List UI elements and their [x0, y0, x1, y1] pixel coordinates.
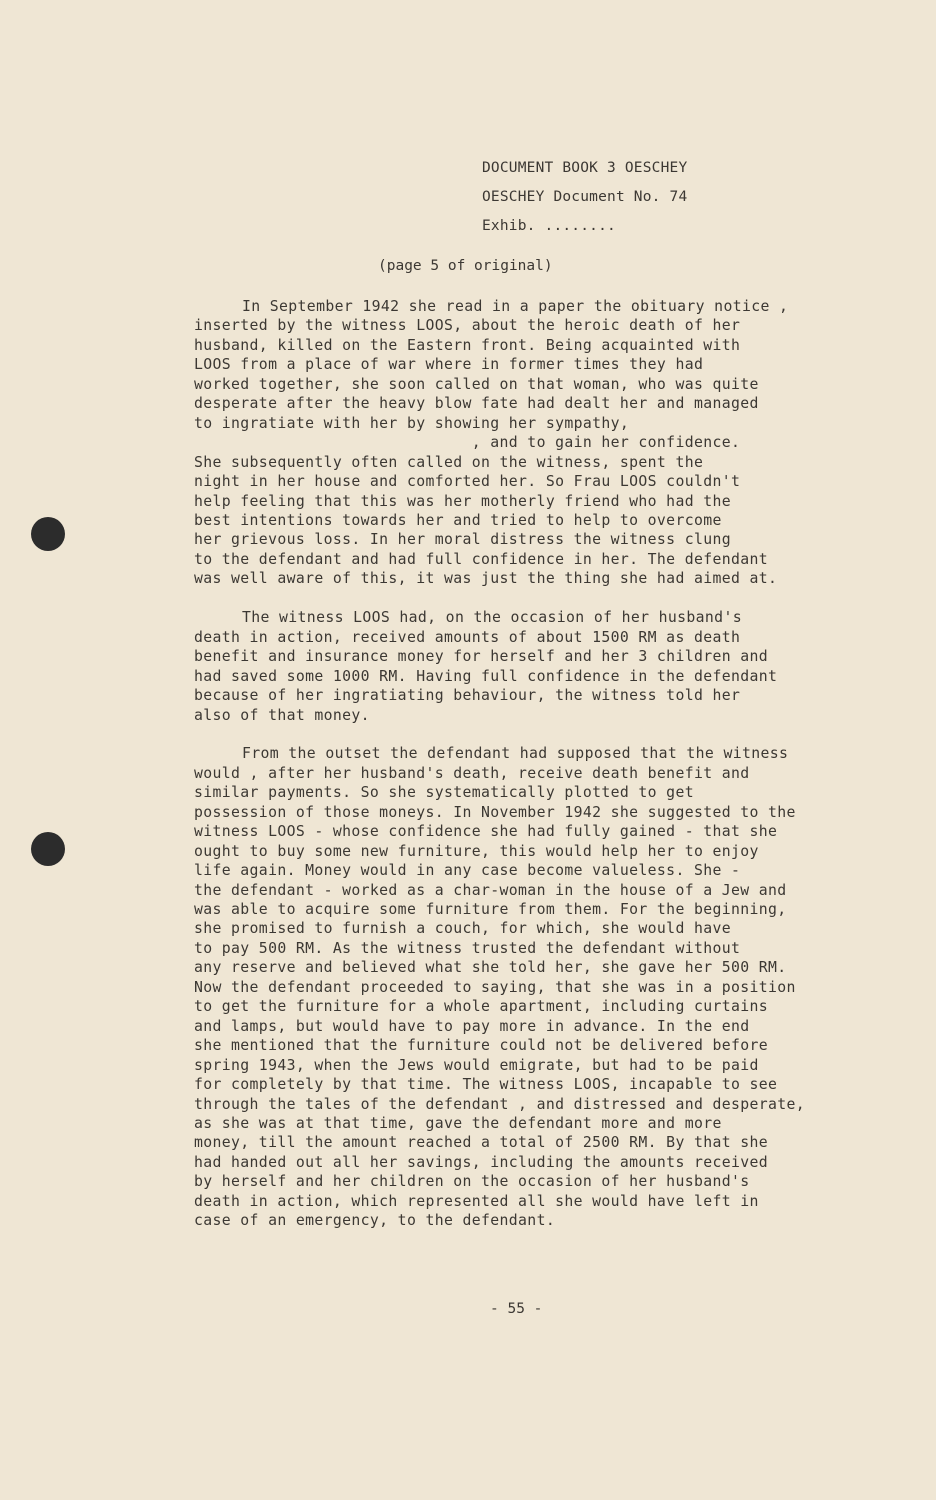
- text-line: to get the furniture for a whole apartment, including curtains: [194, 998, 769, 1016]
- text-line: death in action, which represented all she would have left in: [194, 1192, 759, 1210]
- text-line: was able to acquire some furniture from them. For the beginning,: [194, 901, 787, 919]
- punch-hole-top: [31, 517, 65, 551]
- text-line: to ingratiate with her by showing her sympathy,: [194, 414, 630, 432]
- text-line: similar payments. So she systematically plotted to get: [194, 784, 694, 802]
- original-page-reference: (page 5 of original): [378, 258, 553, 274]
- exhibit-line: Exhib. ........: [482, 218, 616, 234]
- text-line: had handed out all her savings, including the amounts received: [194, 1153, 769, 1171]
- text-line: Now the defendant proceeded to saying, that she was in a position: [194, 978, 796, 996]
- body-text: [194, 297, 834, 1250]
- text-line: through the tales of the defendant , and distressed and desperate,: [194, 1095, 806, 1113]
- text-line: night in her house and comforted her. So Frau LOOS couldn't: [194, 473, 741, 491]
- text-line: to pay 500 RM. As the witness trusted the defendant without: [194, 939, 741, 957]
- text-line: best intentions towards her and tried to help to overcome: [194, 511, 722, 529]
- document-book-line: DOCUMENT BOOK 3 OESCHEY: [482, 160, 688, 176]
- paragraph-3: [194, 744, 834, 1230]
- text-line: ought to buy some new furniture, this would help her to enjoy: [194, 842, 759, 860]
- text-line: possession of those moneys. In November 1942 she suggested to the: [194, 803, 796, 821]
- text-line: because of her ingratiating behaviour, the witness told her: [194, 687, 741, 705]
- text-line: life again. Money would in any case become valueless. She -: [194, 862, 741, 880]
- text-line: any reserve and believed what she told her, she gave her 500 RM.: [194, 959, 787, 977]
- text-line: money, till the amount reached a total of 2500 RM. By that she: [194, 1134, 769, 1152]
- text-line: her grievous loss. In her moral distress the witness clung: [194, 531, 731, 549]
- text-line: , and to gain her confidence.: [194, 434, 741, 452]
- document-header: [482, 154, 782, 241]
- text-line: case of an emergency, to the defendant.: [194, 1212, 556, 1230]
- paragraph-2: [194, 608, 834, 725]
- text-line: was well aware of this, it was just the thing she had aimed at.: [194, 570, 778, 588]
- text-line: also of that money.: [194, 706, 370, 724]
- text-line: and lamps, but would have to pay more in advance. In the end: [194, 1017, 750, 1035]
- text-line: She subsequently often called on the witness, spent the: [194, 453, 704, 471]
- text-line: she promised to furnish a couch, for which, she would have: [194, 920, 731, 938]
- text-line: spring 1943, when the Jews would emigrate, but had to be paid: [194, 1056, 759, 1074]
- text-line: husband, killed on the Eastern front. Being acquainted with: [194, 336, 741, 354]
- paragraph-1: [194, 297, 834, 589]
- text-line: by herself and her children on the occasion of her husband's: [194, 1173, 750, 1191]
- text-line: would , after her husband's death, receive death benefit and: [194, 764, 750, 782]
- text-line: for completely by that time. The witness LOOS, incapable to see: [194, 1076, 778, 1094]
- text-line: From the outset the defendant had supposed that the witness: [242, 745, 789, 763]
- text-line: witness LOOS - whose confidence she had fully gained - that she: [194, 823, 778, 841]
- text-line: to the defendant and had full confidence in her. The defendant: [194, 550, 769, 568]
- text-line: had saved some 1000 RM. Having full confidence in the defendant: [194, 667, 778, 685]
- text-line: worked together, she soon called on that woman, who was quite: [194, 375, 759, 393]
- text-line: The witness LOOS had, on the occasion of her husband's: [242, 609, 742, 627]
- text-line: the defendant - worked as a char-woman in the house of a Jew and: [194, 881, 787, 899]
- page-number: - 55 -: [490, 1301, 543, 1317]
- text-line: In September 1942 she read in a paper the obituary notice ,: [242, 298, 789, 315]
- text-line: help feeling that this was her motherly friend who had the: [194, 492, 731, 510]
- text-line: death in action, received amounts of about 1500 RM as death: [194, 628, 741, 646]
- punch-hole-bottom: [31, 832, 65, 866]
- document-number-line: OESCHEY Document No. 74: [482, 189, 688, 205]
- text-line: desperate after the heavy blow fate had dealt her and managed: [194, 395, 759, 413]
- text-line: as she was at that time, gave the defendant more and more: [194, 1115, 722, 1132]
- text-line: LOOS from a place of war where in former times they had: [194, 356, 704, 374]
- text-line: benefit and insurance money for herself and her 3 children and: [194, 648, 769, 666]
- text-line: inserted by the witness LOOS, about the heroic death of her: [194, 317, 741, 335]
- text-line: she mentioned that the furniture could not be delivered before: [194, 1037, 769, 1055]
